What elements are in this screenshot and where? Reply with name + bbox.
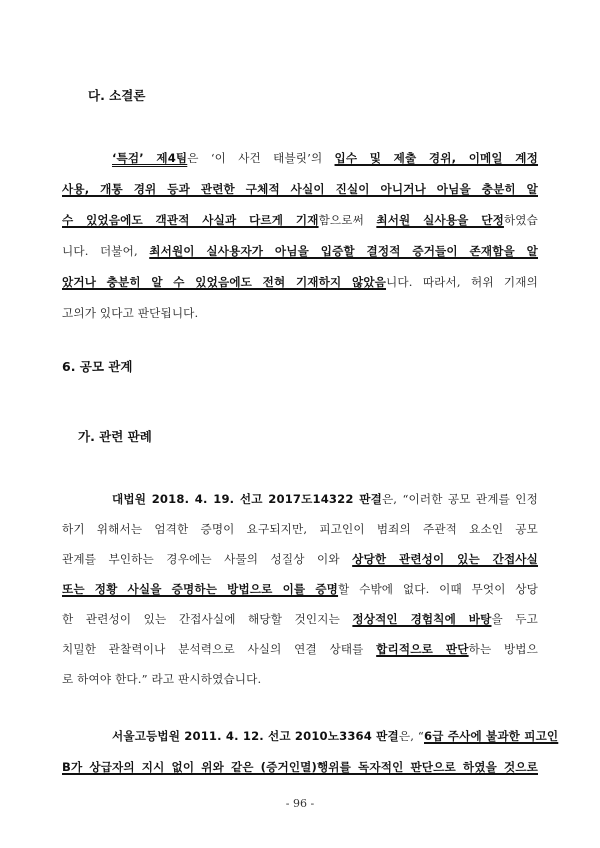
paragraph-line [62, 521, 538, 537]
paragraph-line [112, 728, 559, 744]
paragraph-line [62, 212, 538, 228]
text-run: 로 하여야 한다.” 라고 판시하였습니다. [62, 672, 262, 686]
paragraph-line [62, 759, 538, 775]
text-run: 최서원이 실사용자가 아님을 입증할 결정적 증거들이 존재함을 알 [149, 244, 539, 258]
text-run: 니다. 따라서, 허위 기재의 [386, 275, 538, 289]
text-run: 한 관련성이 있는 간접사실에 해당할 것인지는 [62, 612, 353, 626]
paragraph-line [62, 611, 538, 627]
text-run: 사용, 개통 경위 등과 관련한 구체적 사실이 진실이 아니거나 아님을 충분히 알 [62, 182, 538, 196]
text-run: 은, “이러한 공모 관계를 인정 [381, 492, 538, 506]
text-run: B가 상급자의 지시 없이 위와 같은 (증거인멸)행위를 독자적인 판단으로 하였을 것으로 [62, 760, 538, 774]
text-run: 치밀한 관찰력이나 분석력으로 사실의 연결 상태를 [62, 642, 377, 656]
paragraph-line [62, 305, 538, 321]
text-run: 할 수밖에 없다. 이때 무엇이 상당 [338, 582, 539, 596]
text-run: 입수 및 제출 경위, 이메일 계정 [334, 151, 539, 165]
text-run: 함으로써 [318, 213, 377, 227]
text-run: 은, “ [398, 729, 424, 743]
text-run: 을 두고 [491, 612, 538, 626]
paragraph-line [62, 243, 538, 259]
text-run: 하기 위해서는 엄격한 증명이 요구되지만, 피고인이 범죄의 주관적 요소인 공모 [62, 522, 538, 536]
text-run: 고의가 있다고 판단됩니다. [62, 306, 199, 320]
text-run: 은 ‘이 사건 태블릿’의 [187, 151, 335, 165]
text-run: 정상적인 경험칙에 바탕 [352, 612, 492, 626]
paragraph-line [112, 491, 538, 507]
text-run: 았거나 충분히 알 수 있었음에도 전혀 기재하지 않았음 [62, 275, 387, 289]
paragraph-line [112, 150, 538, 166]
paragraph-line [62, 551, 538, 567]
text-run: 서울고등법원 2011. 4. 12. 선고 2010노3364 판결 [112, 729, 399, 743]
text-run: 최서원 실사용을 단정 [376, 213, 504, 227]
text-run: 하는 방법으 [468, 642, 538, 656]
heading-related-precedent: 가. 관련 판례 [78, 429, 152, 444]
paragraph-line [62, 641, 538, 657]
heading-da-conclusion: 다. 소결론 [88, 88, 146, 103]
paragraph-line [62, 181, 538, 197]
text-run: 또는 정황 사실을 증명하는 방법으로 이를 증명 [62, 582, 339, 596]
text-run: 니다. 더불어, [62, 244, 150, 258]
text-run: 관계를 부인하는 경우에는 사물의 성질상 이와 [62, 552, 353, 566]
text-run: 상당한 관련성이 있는 간접사실 [352, 552, 539, 566]
text-run: 합리적으로 판단 [376, 642, 469, 656]
paragraph-line [62, 581, 538, 597]
text-run: 6급 주사에 불과한 피고인 [424, 729, 559, 743]
page-number: - 96 - [285, 797, 315, 810]
paragraph-line [62, 274, 538, 290]
paragraph-line [62, 671, 538, 687]
text-run: 대법원 2018. 4. 19. 선고 2017도14322 판결 [112, 492, 382, 506]
text-run: 하였습 [503, 213, 538, 227]
text-run: ‘특검’ 제4팀 [112, 151, 188, 165]
text-run: 수 있었음에도 객관적 사실과 다르게 기재 [62, 213, 319, 227]
heading-conspiracy: 6. 공모 관계 [62, 359, 133, 374]
